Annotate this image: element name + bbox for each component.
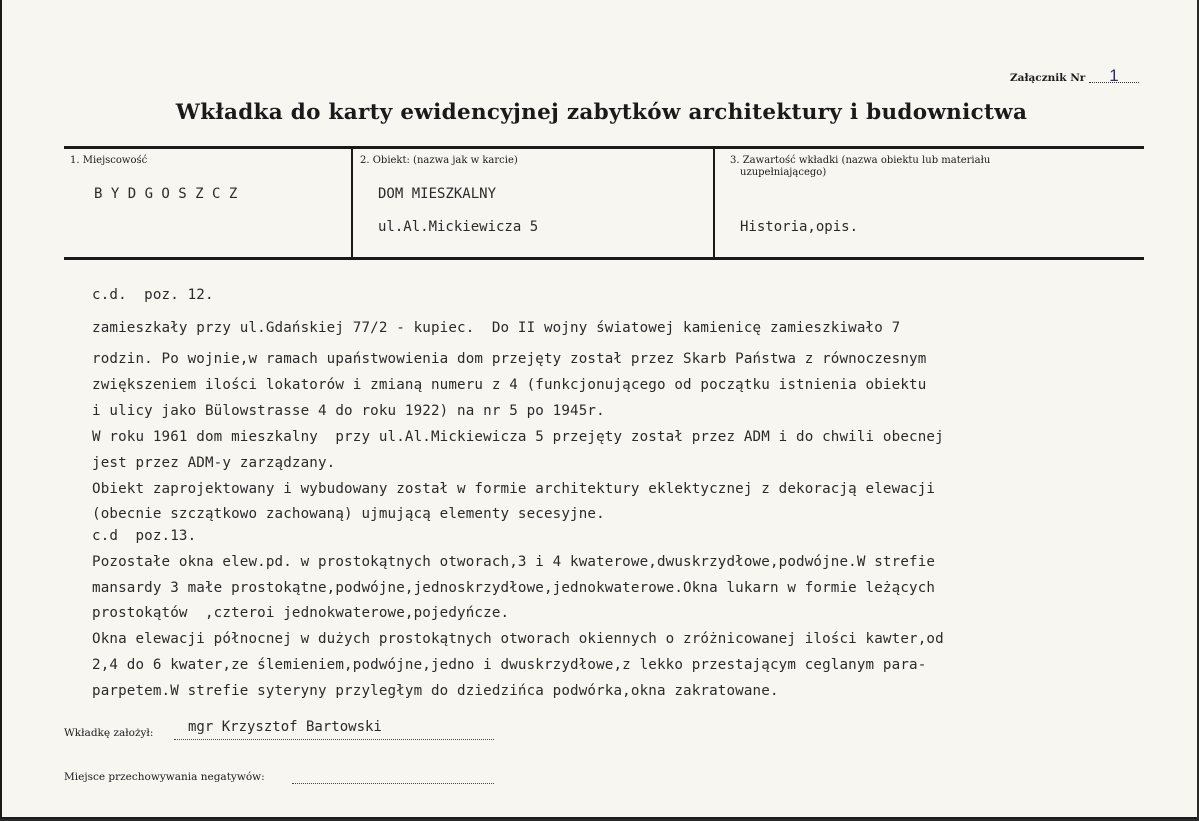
- page-title: Wkładka do karty ewidencyjnej zabytków architektury i budownictwa: [175, 100, 1028, 125]
- body-line: mansardy 3 małe prostokątne,podwójne,jednoskrzydłowe,jednokwaterowe.Okna lukarn w formie leżących: [92, 580, 936, 596]
- negatives-location-label: Miejsce przechowywania negatywów:: [64, 771, 265, 783]
- author-dotted-line: [174, 739, 494, 740]
- body-line: rodzin. Po wojnie,w ramach upaństwowienia dom przejęty został przez Skarb Państwa z równoczesnym: [92, 351, 927, 367]
- body-line: i ulicy jako Bülowstrasse 4 do roku 1922) na nr 5 po 1945r.: [92, 403, 605, 419]
- body-line: zwiększeniem ilości lokatorów i zmianą numeru z 4 (funkcjonującego od początku istnienia obiektu: [92, 377, 927, 393]
- header-bottom-rule: [64, 257, 1144, 260]
- body-line: c.d. poz. 12.: [92, 287, 214, 303]
- body-line: Obiekt zaprojektowany i wybudowany został w formie architektury eklektycznej z dekoracją elewacji: [92, 481, 936, 497]
- header-divider-1: [351, 149, 353, 257]
- body-line: W roku 1961 dom mieszkalny przy ul.Al.Mickiewicza 5 przejęty został przez ADM i do chwili obecnej: [92, 429, 944, 445]
- negatives-dotted-line: [292, 783, 494, 784]
- header-top-rule: [64, 146, 1144, 149]
- author-label: Wkładkę założył:: [64, 727, 154, 739]
- attachment-number: [1009, 66, 1139, 85]
- header-divider-2: [713, 149, 715, 257]
- body-line: Pozostałe okna elew.pd. w prostokątnych otworach,3 i 4 kwaterowe,dwuskrzydłowe,podwójne.W strefie: [92, 554, 936, 570]
- locality-value: B Y D G O S Z C Z: [94, 186, 238, 202]
- body-line: prostokątów ,czteroi jednokwaterowe,pojedyńcze.: [92, 605, 510, 621]
- body-line: zamieszkały przy ul.Gdańskiej 77/2 - kupiec. Do II wojny światowej kamienicę zamieszkiwało 7: [92, 320, 901, 336]
- object-address-value: ul.Al.Mickiewicza 5: [378, 219, 539, 235]
- body-line: Okna elewacji północnej w dużych prostokątnych otworach okiennych o zróżnicowanej ilości kawter,od: [92, 631, 944, 647]
- body-line: 2,4 do 6 kwater,ze ślemieniem,podwójne,jedno i dwuskrzydłowe,z lekko przestającym ceglanym para-: [92, 657, 927, 673]
- insert-content-value: Historia,opis.: [740, 219, 859, 235]
- body-line: c.d poz.13.: [92, 528, 197, 544]
- insert-content-label: 3. Zawartość wkładki (nazwa obiektu lub materiału: [730, 155, 991, 166]
- object-label: 2. Obiekt: (nazwa jak w karcie): [360, 155, 518, 166]
- object-name-value: DOM MIESZKALNY: [378, 186, 497, 202]
- body-line: (obecnie szczątkowo zachowaną) ujmującą elementy secesyjne.: [92, 506, 605, 522]
- author-value: mgr Krzysztof Bartowski: [188, 719, 382, 735]
- locality-label: 1. Miejscowość: [70, 155, 148, 166]
- attachment-value: 1: [1089, 70, 1139, 83]
- body-line: jest przez ADM-y zarządzany.: [92, 455, 336, 471]
- body-line: parpetem.W strefie syteryny przyległym do dziedzińca podwórka,okna zakratowane.: [92, 683, 779, 699]
- attachment-label: Załącznik Nr: [1009, 72, 1086, 84]
- insert-content-label-cont: uzupełniającego): [740, 167, 827, 178]
